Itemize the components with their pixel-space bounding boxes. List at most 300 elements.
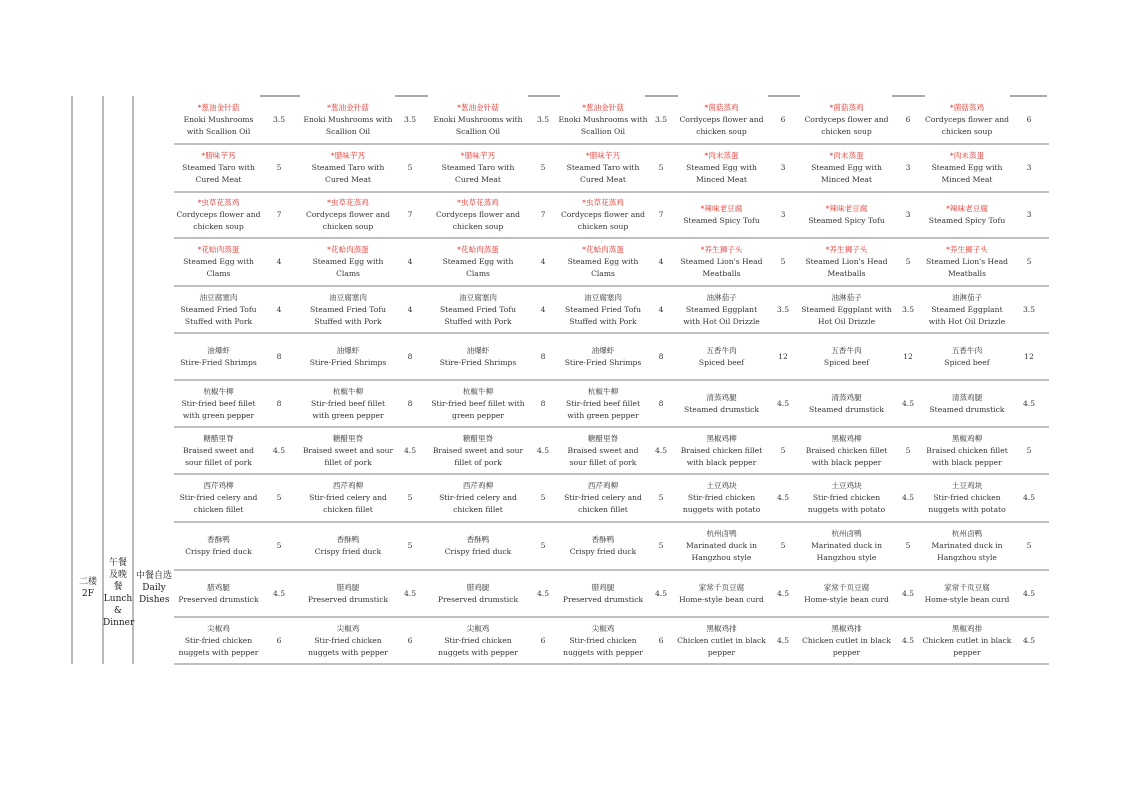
dish-name-en: Enoki Mushrooms with Scallion Oil <box>558 115 648 136</box>
dish-cell <box>800 427 893 474</box>
dish-cell <box>430 96 526 144</box>
dish-price: 12 <box>778 351 788 361</box>
dish-name-cn: *肉末蒸蛋 <box>704 151 739 160</box>
dish-price: 5 <box>905 257 911 266</box>
dish-cell <box>800 96 893 144</box>
dish-cell <box>922 380 1012 427</box>
dish-price: 3 <box>905 163 911 172</box>
dish-price: 4.5 <box>536 588 550 598</box>
dish-name-en: Cordyceps flower and chicken soup <box>305 210 391 231</box>
dish-name-cn: 油淋茄子 <box>951 292 983 302</box>
dish-price: 5 <box>780 257 786 266</box>
dish-name-en: Steamed drumstick <box>683 404 760 414</box>
dish-cell <box>430 474 526 522</box>
dish-price: 4.5 <box>403 588 417 598</box>
dish-name-cn: *花蛤肉蒸蛋 <box>457 245 499 254</box>
dish-cell <box>175 522 262 570</box>
dish-cell <box>677 427 766 474</box>
dish-name-en: Steamed Eggplant with Hot Oil Drizzle <box>801 304 892 326</box>
dish-name-cn: *腊味芋艿 <box>585 151 621 160</box>
dish-name-cn: 油爆虾 <box>466 345 490 355</box>
dish-name-en: Braised sweet and sour fillet of pork <box>183 445 254 467</box>
dish-name-en: Steamed Lion's Head Meatballs <box>805 257 888 278</box>
dish-name-cn: 油豆腐塞肉 <box>584 292 622 302</box>
dish-name-cn: 尖椒鸡 <box>336 623 360 633</box>
dish-name-cn: *菌菇蒸鸡 <box>949 103 985 112</box>
dish-price: 3.5 <box>272 115 286 124</box>
dish-name-en: Marinated duck in Hangzhou style <box>811 541 882 562</box>
dish-name-cn: *虫草花蒸鸡 <box>197 198 240 207</box>
dish-name-en: Cordyceps flower and chicken soup <box>679 115 764 136</box>
dish-cell <box>800 522 893 570</box>
dish-cell <box>922 427 1012 474</box>
dish-name-en: Enoki Mushrooms with Scallion Oil <box>433 115 523 136</box>
dish-price: 3.5 <box>654 115 668 124</box>
dish-cell <box>558 617 648 664</box>
dish-name-cn: *葱油金针菇 <box>582 103 624 112</box>
dish-name-cn: *腊味芋艿 <box>330 151 366 160</box>
dish-price: 5 <box>780 541 786 550</box>
dish-price: 5 <box>905 541 911 550</box>
dish-name-cn: *花蛤肉蒸蛋 <box>327 245 369 254</box>
dish-name-en: Steamed Egg with Minced Meat <box>811 163 882 184</box>
dish-name-cn: 杭州卤鸭 <box>951 529 983 538</box>
dish-cell <box>800 238 893 286</box>
dish-price: 3 <box>780 163 786 172</box>
floor-label-en: 2F <box>82 589 94 599</box>
dish-name-en: Steamed Taro with Cured Meat <box>566 163 640 184</box>
dish-cell <box>800 333 893 380</box>
dish-name-cn: 糖醋里脊 <box>462 433 494 443</box>
dish-name-en: Stir-fried chicken nuggets with potato <box>928 493 1006 514</box>
dish-name-en: Stir-fried beef fillet with green pepper <box>310 398 386 420</box>
dish-name-cn: *养生狮子头 <box>825 245 868 254</box>
dish-name-cn: 尖椒鸡 <box>466 623 490 633</box>
dish-cell <box>302 96 394 144</box>
dish-cell <box>677 192 766 238</box>
dish-cell <box>922 96 1012 144</box>
dish-price: 8 <box>407 351 413 361</box>
dish-cell <box>175 474 262 522</box>
dish-price: 4.5 <box>403 445 417 455</box>
dish-name-en: Spiced beef <box>823 357 870 367</box>
dish-cell <box>558 474 648 522</box>
dish-price: 8 <box>407 398 413 408</box>
dish-cell <box>558 192 648 238</box>
dish-price: 5 <box>540 163 546 172</box>
dish-name-en: Braised sweet and sour fillet of pork <box>302 445 394 467</box>
dish-name-cn: 西芹鸡柳 <box>332 481 364 490</box>
dish-name-en: Home-style bean curd <box>804 594 889 604</box>
dish-name-cn: *虫草花蒸鸡 <box>457 198 499 207</box>
dish-cell <box>677 570 766 617</box>
dish-price: 5 <box>658 541 664 550</box>
dish-cell <box>430 238 526 286</box>
dish-cell <box>175 192 262 238</box>
dish-name-en: Marinated duck in Hangzhou style <box>686 541 757 562</box>
dish-name-cn: 油淋茄子 <box>831 292 862 302</box>
dish-cell <box>175 286 262 333</box>
dish-price: 8 <box>276 398 282 408</box>
dish-price: 5 <box>1026 445 1032 455</box>
dish-name-en: Spiced beef <box>944 357 990 367</box>
dish-name-cn: 香酥鸭 <box>466 535 490 544</box>
dish-name-en: Braised chicken fillet with black pepper <box>805 445 888 467</box>
dish-price: 4.5 <box>776 588 790 598</box>
dish-name-cn: 杭椒牛柳 <box>462 386 494 396</box>
section-label-en: Daily Dishes <box>139 583 170 605</box>
dish-price: 6 <box>1026 115 1032 124</box>
dish-price: 5 <box>276 493 282 502</box>
dish-price: 4.5 <box>272 588 286 598</box>
dish-cell <box>302 144 394 192</box>
dish-price: 5 <box>1026 541 1032 550</box>
dish-price: 4.5 <box>776 635 790 645</box>
dish-name-cn: 清蒸鸡腿 <box>831 392 862 402</box>
dish-name-en: Preserved drumstick <box>437 594 519 604</box>
dish-cell <box>800 617 893 664</box>
dish-name-en: Steamed Fried Tofu Stuffed with Pork <box>564 304 642 326</box>
dish-cell <box>302 333 394 380</box>
dish-cell <box>800 380 893 427</box>
dish-name-cn: *辣味老豆腐 <box>700 204 743 213</box>
dish-price: 8 <box>540 351 546 361</box>
dish-price: 5 <box>905 445 911 455</box>
dish-name-cn: 香酥鸭 <box>591 535 615 544</box>
dish-cell <box>302 192 394 238</box>
dish-cell <box>677 238 766 286</box>
dish-price: 5 <box>1026 257 1032 266</box>
dish-price: 5 <box>407 493 413 502</box>
dish-name-cn: 油爆虾 <box>336 345 360 355</box>
dish-cell <box>430 427 526 474</box>
dish-name-cn: *虫草花蒸鸡 <box>582 198 624 207</box>
dish-name-cn: *葱油金针菇 <box>457 103 499 112</box>
dish-price: 4.5 <box>1022 588 1036 598</box>
dish-cell <box>677 286 766 333</box>
dish-name-cn: *辣味老豆腐 <box>825 204 868 213</box>
dish-cell <box>558 570 648 617</box>
dish-name-en: Steamed Lion's Head Meatballs <box>925 257 1009 278</box>
dish-price: 6 <box>540 635 546 645</box>
dish-name-cn: 腊鸡腿 <box>336 582 360 592</box>
dish-name-en: Steamed Egg with Clams <box>567 257 639 278</box>
dish-name-cn: 油豆腐塞肉 <box>199 292 238 302</box>
dish-name-en: Cordyceps flower and chicken soup <box>435 210 521 231</box>
dish-price: 4 <box>407 257 413 266</box>
dish-name-cn: 清蒸鸡腿 <box>706 392 737 402</box>
dish-name-en: Cordyceps flower and chicken soup <box>176 210 261 231</box>
dish-name-en: Cordyceps flower and chicken soup <box>924 115 1010 136</box>
dish-name-en: Steamed Spicy Tofu <box>808 216 885 225</box>
dish-cell <box>302 380 394 427</box>
dish-cell <box>677 144 766 192</box>
dish-name-en: Braised chicken fillet with black pepper <box>680 445 763 467</box>
dish-price: 5 <box>276 541 282 550</box>
dish-cell <box>677 474 766 522</box>
dish-name-en: Stir-fried beef fillet with green pepper <box>181 398 256 420</box>
dish-name-cn: 糖醋里脊 <box>203 433 234 443</box>
dish-cell <box>922 570 1012 617</box>
dish-price: 4.5 <box>536 445 550 455</box>
dish-cell <box>302 474 394 522</box>
dish-name-en: Stir-fried celery and chicken fillet <box>564 493 642 514</box>
dish-name-en: Steamed Spicy Tofu <box>683 216 760 225</box>
dish-name-en: Steamed Egg with Minced Meat <box>686 163 757 184</box>
dish-name-cn: 糖醋里脊 <box>332 433 364 443</box>
dish-name-cn: 家常千页豆腐 <box>823 582 870 592</box>
dish-name-en: Steamed Fried Tofu Stuffed with Pork <box>439 304 517 326</box>
dish-price: 4.5 <box>776 493 790 502</box>
dish-name-cn: 土豆鸡块 <box>831 481 862 490</box>
dish-price: 4.5 <box>654 588 668 598</box>
dish-price: 5 <box>407 541 413 550</box>
section-label-cn: 中餐自选 <box>135 571 172 581</box>
dish-cell <box>430 570 526 617</box>
dish-cell <box>430 286 526 333</box>
dish-name-en: Preserved drumstick <box>178 594 259 604</box>
dish-name-en: Steamed Eggplant with Hot Oil Drizzle <box>683 304 760 326</box>
dish-price: 4 <box>540 257 546 266</box>
dish-name-en: Crispy fried duck <box>185 547 252 556</box>
dish-name-cn: 油淋茄子 <box>706 292 737 302</box>
dish-name-cn: 腊鸡腿 <box>466 582 490 592</box>
dish-name-cn: *养生狮子头 <box>700 245 743 254</box>
dish-name-en: Cordyceps flower and chicken soup <box>560 210 646 231</box>
dish-name-cn: 黑椒鸡排 <box>951 623 983 633</box>
dish-price: 4 <box>540 304 546 314</box>
dish-price: 5 <box>658 493 664 502</box>
dish-name-cn: 香酥鸭 <box>207 535 230 544</box>
dish-cell <box>922 286 1012 333</box>
dish-name-cn: 土豆鸡块 <box>706 481 737 490</box>
dish-name-en: Spiced beef <box>698 357 745 367</box>
dish-name-cn: 杭州卤鸭 <box>706 529 737 538</box>
dish-price: 3.5 <box>403 115 417 124</box>
dish-name-cn: 香酥鸭 <box>336 535 360 544</box>
dish-name-cn: 西芹鸡柳 <box>587 481 619 490</box>
dish-cell <box>558 144 648 192</box>
dish-price: 6 <box>407 635 413 645</box>
dish-cell <box>430 192 526 238</box>
dish-name-cn: 黑椒鸡柳 <box>951 433 983 443</box>
dish-price: 5 <box>276 163 282 172</box>
dish-name-en: Steamed Eggplant with Hot Oil Drizzle <box>928 304 1006 326</box>
dish-name-en: Steamed Spicy Tofu <box>928 216 1006 225</box>
dish-name-cn: *菌菇蒸鸡 <box>829 103 864 112</box>
dish-name-cn: *养生狮子头 <box>946 245 988 254</box>
dish-name-en: Chicken cutlet in black pepper <box>677 635 766 657</box>
dish-name-en: Steamed Egg with Clams <box>442 257 514 278</box>
dish-cell <box>922 522 1012 570</box>
dish-price: 4.5 <box>901 588 915 598</box>
dish-name-cn: *菌菇蒸鸡 <box>704 103 739 112</box>
dish-cell <box>800 474 893 522</box>
dish-name-cn: 尖椒鸡 <box>591 623 615 633</box>
dish-price: 12 <box>903 351 913 361</box>
dish-name-cn: 杭椒牛柳 <box>587 386 619 396</box>
dish-name-en: Steamed Taro with Cured Meat <box>182 163 255 184</box>
dish-name-cn: 五香牛肉 <box>706 345 737 355</box>
dish-price: 7 <box>276 210 282 219</box>
dish-name-cn: 杭椒牛柳 <box>332 386 364 396</box>
dish-cell <box>302 522 394 570</box>
dish-price: 3 <box>905 210 911 219</box>
dish-name-en: Home-style bean curd <box>679 594 764 604</box>
dish-name-en: Crispy fried duck <box>314 547 382 556</box>
dish-name-en: Stir-fried celery and chicken fillet <box>309 493 387 514</box>
dish-name-cn: 腊鸡腿 <box>591 582 615 592</box>
dish-cell <box>922 333 1012 380</box>
dish-name-en: Steamed Egg with Minced Meat <box>931 163 1003 184</box>
meal-label <box>102 557 134 629</box>
dish-name-en: Preserved drumstick <box>307 594 389 604</box>
dish-price: 7 <box>407 210 413 219</box>
dish-name-en: Stire-Fried Shrimps <box>439 357 517 367</box>
dish-name-en: Steamed Fried Tofu Stuffed with Pork <box>180 304 257 326</box>
dish-price: 5 <box>658 163 664 172</box>
dish-cell <box>175 96 262 144</box>
dish-price: 5 <box>407 163 413 172</box>
dish-cell <box>558 96 648 144</box>
dish-price: 3.5 <box>901 304 915 314</box>
dish-name-en: Marinated duck in Hangzhou style <box>931 541 1003 562</box>
dish-cell <box>800 192 893 238</box>
dish-cell <box>800 570 893 617</box>
dish-price: 4.5 <box>1022 635 1036 645</box>
dish-name-cn: 家常千页豆腐 <box>698 582 745 592</box>
dish-name-cn: 土豆鸡块 <box>951 481 983 490</box>
dish-name-en: Stir-fried chicken nuggets with pepper <box>308 635 388 657</box>
dish-name-cn: 家常千页豆腐 <box>944 582 990 592</box>
dish-name-cn: *腊味芋艿 <box>460 151 496 160</box>
dish-name-en: Steamed Taro with Cured Meat <box>311 163 385 184</box>
dish-name-en: Stir-fried chicken nuggets with pepper <box>563 635 643 657</box>
floor-label <box>74 576 102 600</box>
dish-name-en: Steamed drumstick <box>808 404 885 414</box>
dish-price: 8 <box>540 398 546 408</box>
dish-price: 12 <box>1024 351 1034 361</box>
dish-name-cn: *肉末蒸蛋 <box>829 151 864 160</box>
dish-price: 4.5 <box>901 493 915 502</box>
dish-name-cn: *辣味老豆腐 <box>946 204 988 213</box>
dish-cell <box>922 192 1012 238</box>
dish-name-en: Steamed Egg with Clams <box>312 257 384 278</box>
dish-cell <box>430 333 526 380</box>
dish-name-en: Preserved drumstick <box>562 594 644 604</box>
dish-name-en: Stir-fried chicken nuggets with pepper <box>178 635 259 657</box>
dish-name-en: Home-style bean curd <box>924 594 1010 604</box>
dish-name-cn: 西芹鸡柳 <box>462 481 494 490</box>
dish-price: 5 <box>540 493 546 502</box>
dish-price: 7 <box>658 210 664 219</box>
dish-cell <box>922 238 1012 286</box>
dish-name-en: Stir-fried celery and chicken fillet <box>179 493 258 514</box>
dish-price: 4 <box>658 257 664 266</box>
dish-name-en: Chicken cutlet in black pepper <box>922 635 1012 657</box>
dish-name-en: Stir-fried chicken nuggets with potato <box>807 493 886 514</box>
dish-cell <box>677 522 766 570</box>
dish-name-cn: 油豆腐塞肉 <box>459 292 497 302</box>
dish-cell <box>558 522 648 570</box>
dish-price: 4.5 <box>654 445 668 455</box>
dish-price: 6 <box>780 115 786 124</box>
dish-price: 4 <box>276 257 282 266</box>
dish-price: 3.5 <box>536 115 550 124</box>
dish-name-en: Stire-Fried Shrimps <box>564 357 642 367</box>
dish-cell <box>800 144 893 192</box>
dish-name-cn: 五香牛肉 <box>831 345 862 355</box>
dish-name-cn: *花蛤肉蒸蛋 <box>582 245 624 254</box>
dish-name-cn: 腊鸡腿 <box>207 582 230 592</box>
dish-name-cn: *花蛤肉蒸蛋 <box>197 245 240 254</box>
dish-price: 4 <box>276 304 282 314</box>
dish-cell <box>922 474 1012 522</box>
dish-cell <box>430 144 526 192</box>
dish-price: 8 <box>658 351 664 361</box>
dish-name-cn: 西芹鸡柳 <box>203 481 234 490</box>
dish-cell <box>302 238 394 286</box>
dish-name-en: Stir-fried beef fillet with green pepper <box>431 398 525 420</box>
dish-price: 4 <box>658 304 664 314</box>
dish-name-en: Crispy fried duck <box>444 547 512 556</box>
dish-price: 3 <box>780 210 786 219</box>
dish-name-cn: 黑椒鸡柳 <box>831 433 862 443</box>
dish-price: 3.5 <box>1022 304 1036 314</box>
dish-name-cn: *虫草花蒸鸡 <box>327 198 369 207</box>
dish-cell <box>677 333 766 380</box>
dish-cell <box>175 380 262 427</box>
dish-cell <box>677 96 766 144</box>
dish-cell <box>558 238 648 286</box>
floor-label-cn: 二楼 <box>78 577 97 587</box>
dish-cell <box>302 570 394 617</box>
dish-price: 4.5 <box>901 635 915 645</box>
dish-name-en: Steamed Fried Tofu Stuffed with Pork <box>309 304 387 326</box>
dish-price: 6 <box>658 635 664 645</box>
dish-name-en: Stire-Fried Shrimps <box>309 357 387 367</box>
section-label <box>134 570 174 606</box>
dish-cell <box>922 144 1012 192</box>
dish-cell <box>175 238 262 286</box>
dish-cell <box>175 427 262 474</box>
dish-name-en: Stir-fried beef fillet with green pepper <box>565 398 641 420</box>
dish-name-cn: 五香牛肉 <box>951 345 983 355</box>
dish-price: 3 <box>1026 210 1032 219</box>
dish-price: 4 <box>407 304 413 314</box>
dish-cell <box>558 333 648 380</box>
dish-cell <box>302 617 394 664</box>
dish-name-en: Braised sweet and sour fillet of pork <box>432 445 524 467</box>
dish-name-cn: *葱油金针菇 <box>327 103 369 112</box>
dish-name-cn: *肉末蒸蛋 <box>949 151 985 160</box>
dish-name-en: Steamed drumstick <box>929 404 1005 414</box>
dish-price: 5 <box>780 445 786 455</box>
dish-name-cn: 杭州卤鸭 <box>831 529 862 538</box>
dish-name-cn: 糖醋里脊 <box>587 433 619 443</box>
dish-name-en: Chicken cutlet in black pepper <box>802 635 891 657</box>
dish-cell <box>430 617 526 664</box>
dish-name-en: Braised chicken fillet with black pepper <box>926 445 1008 467</box>
dish-price: 7 <box>540 210 546 219</box>
dish-name-cn: 清蒸鸡腿 <box>951 392 983 402</box>
dish-cell <box>430 522 526 570</box>
dish-name-cn: 油豆腐塞肉 <box>329 292 367 302</box>
dish-name-en: Steamed Taro with Cured Meat <box>441 163 515 184</box>
dish-cell <box>175 570 262 617</box>
dish-name-en: Stir-fried celery and chicken fillet <box>439 493 517 514</box>
dish-price: 5 <box>540 541 546 550</box>
